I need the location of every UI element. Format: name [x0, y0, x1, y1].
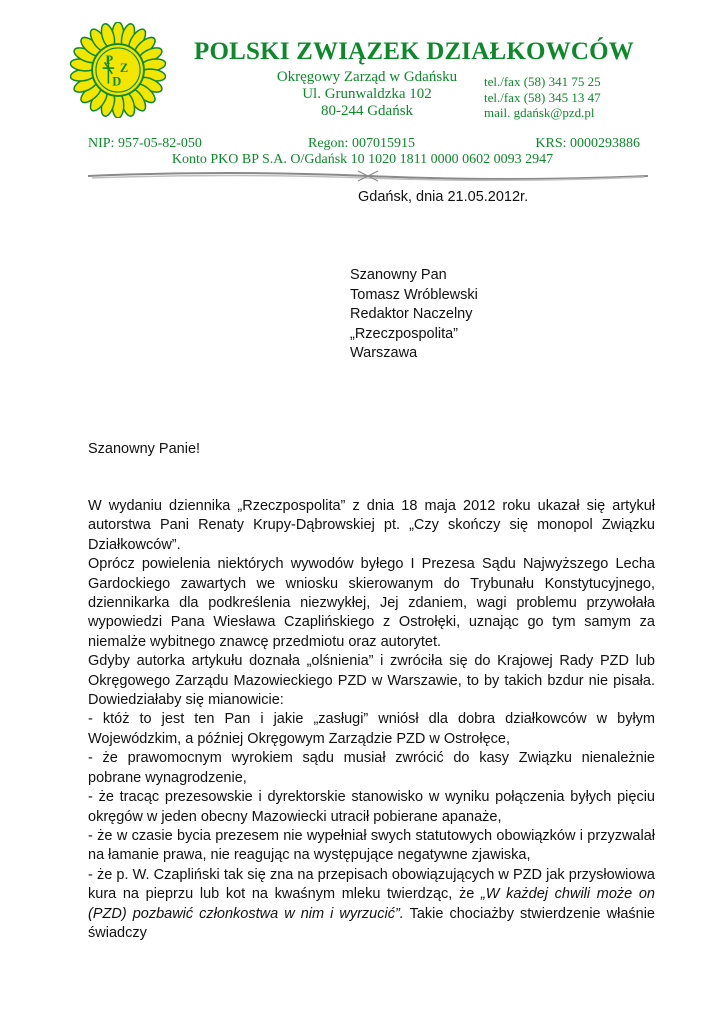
organization-address [272, 69, 462, 120]
letter-body [88, 497, 655, 943]
paragraph: Oprócz powielenia niektórych wywodów byłego I Prezesa Sądu Najwyższego Lecha Gardockiego zawartych we wniosku skierowanym do Trybunału Konstytucyjnego, dziennikarka dla podkreślenia niezwykłej, Jej zdaniem, wagi problemu przywołała wypowiedzi Pana Wiesława Czaplińskiego z Ostrołęki, uznając go tym samym za niemalże wybitnego znawcę przedmiotu oraz autorytet. [88, 556, 655, 650]
bullet-text: Takie chociażby stwierdzenie właśnie świadczy [88, 905, 655, 941]
paragraph: Gdyby autorka artykułu doznała „olśnienia” i zwróciła się do Krajowej Rady PZD lub Okręgowego Zarządu Mazowieckiego PZD w Warszawie, to by takich bzdur nie pisała. Dowiedziałaby się mianowicie: [88, 653, 655, 709]
email-address: mail. gdańsk@pzd.pl [484, 105, 595, 120]
svg-text:P: P [105, 53, 114, 68]
krs-number: KRS: 0000293886 [535, 136, 640, 151]
contact-info [484, 74, 601, 121]
bullet-item: - że tracąc prezesowskie i dyrektorskie stanowisko w wyniku połączenia byłych pięciu okręgów w jeden obecny Mazowiecki utracił pobierane apanaże, [88, 789, 655, 825]
quoted-text: „W każdej chwili może on (PZD) pozbawić członkostwa w nim i wyrzucić”. [88, 886, 655, 922]
bullet-item: - że w czasie bycia prezesem nie wypełniał swych statutowych obowiązków i przyzwalał na łamanie prawa, nie reagując na występujące negatywne zjawiska, [88, 827, 655, 864]
recipient-line: Tomasz Wróblewski [350, 286, 478, 303]
paragraph: W wydaniu dziennika „Rzeczpospolita” z dnia 18 maja 2012 roku ukazał się artykuł autorstwa Pani Renaty Krupy-Dąbrowskiej pt. „Czy skończy się monopol Związku Działkowców”. [88, 498, 655, 553]
address-line: 80-244 Gdańsk [320, 103, 414, 119]
organization-name: POLSKI ZWIĄZEK DZIAŁKOWCÓW [194, 38, 635, 65]
recipient-line: Szanowny Pan [350, 267, 447, 283]
recipient-line: „Rzeczpospolita” [350, 325, 458, 342]
bullet-item: - któż to jest ten Pan i jakie „zasługi” wniósł dla dobra działkowców w byłym Wojewódzkim, a później Okręgowym Zarządzie PZD w Ostrołęce, [88, 711, 655, 747]
svg-text:D: D [112, 74, 122, 89]
pzd-logo [70, 22, 166, 118]
address-line: Okręgowy Zarząd w Gdańsku [276, 69, 458, 85]
letter-date: Gdańsk, dnia 21.05.2012r. [358, 189, 529, 205]
salutation: Szanowny Panie! [88, 441, 201, 457]
address-line: Ul. Grunwaldzka 102 [302, 86, 432, 102]
bank-account: Konto PKO BP S.A. O/Gdańsk 10 1020 1811 0000 0602 0093 2947 [171, 152, 554, 167]
bullet-item [88, 866, 655, 944]
phone-fax-1: tel./fax (58) 341 75 25 [484, 74, 601, 89]
nip-number: NIP: 957-05-82-050 [88, 136, 202, 151]
bullet-item: - że prawomocnym wyrokiem sądu musiał zwrócić do kasy Związku nienależnie pobrane wynagrodzenie, [88, 750, 655, 786]
recipient-line: Warszawa [350, 345, 418, 361]
phone-fax-2: tel./fax (58) 345 13 47 [484, 89, 601, 105]
svg-text:Z: Z [119, 60, 129, 75]
regon-number: Regon: 007015915 [308, 136, 415, 151]
bullet-text: - że p. W. Czapliński tak się zna na przepisach obowiązujących w PZD jak przysłowiowa kura na pieprzu lub kot na kwaśnym mleku twierdząc, że [88, 866, 655, 903]
recipient-block [350, 266, 478, 364]
recipient-line: Redaktor Naczelny [350, 306, 473, 322]
header-divider [88, 168, 648, 184]
